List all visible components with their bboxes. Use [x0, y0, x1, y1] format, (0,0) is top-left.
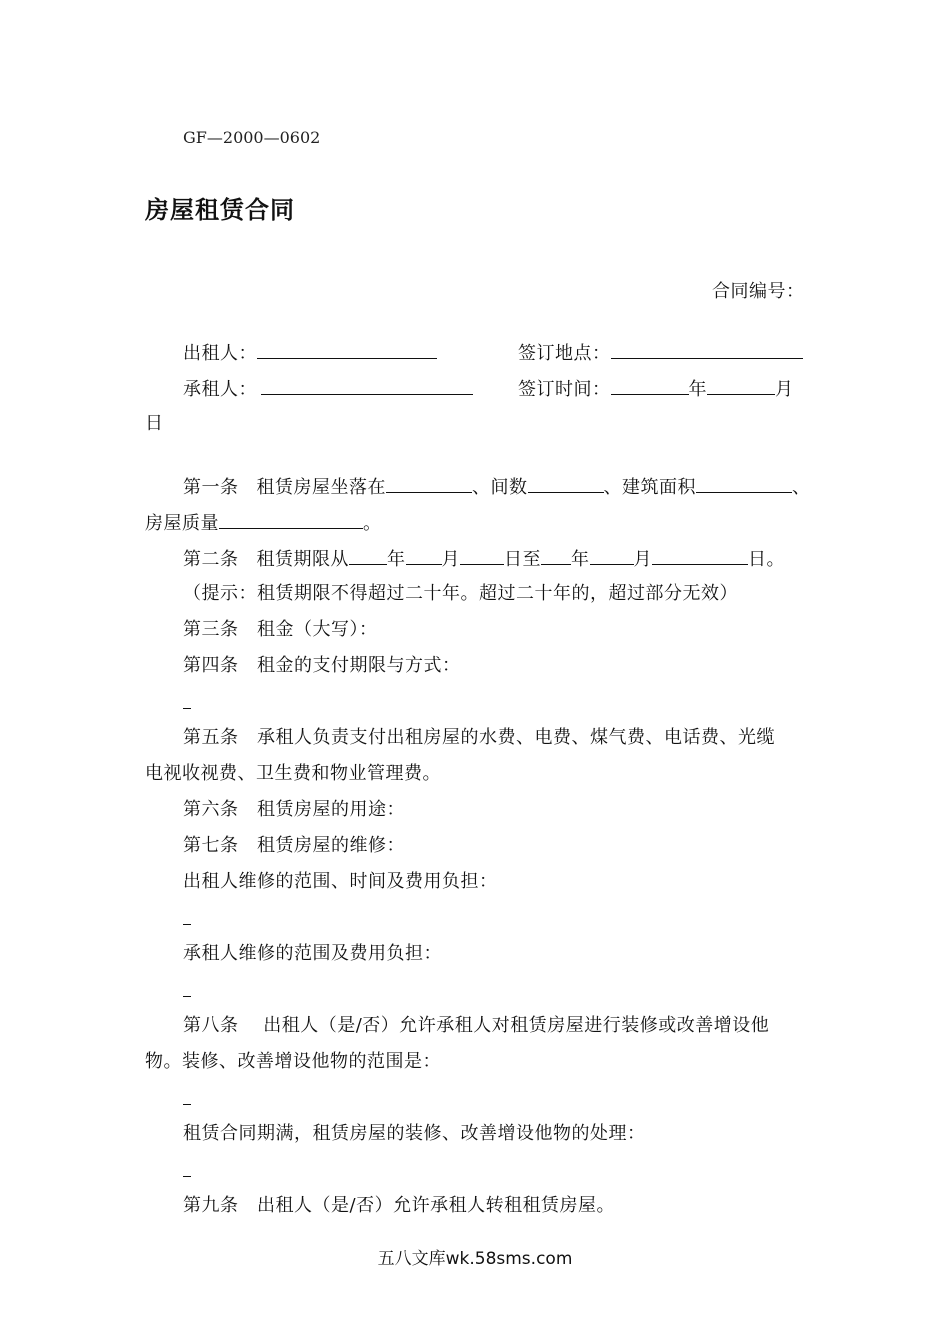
start-month-blank	[406, 546, 442, 565]
end-month-label: 月	[633, 549, 652, 570]
article-8-line-3: 租赁合同期满，租赁房屋的装修、改善增设他物的处理：	[183, 1123, 646, 1144]
sign-year-blank	[611, 376, 689, 395]
article-1-line-2	[145, 510, 382, 536]
lessee-label: 承租人：	[183, 379, 257, 400]
article-1-period: 。	[363, 513, 382, 534]
quality-blank	[219, 510, 363, 529]
end-year-label: 年	[571, 549, 590, 570]
renovation-handling-blank	[183, 1176, 191, 1177]
article-8-line-1: 第八条 出租人（是/否）允许承租人对租赁房屋进行装修或改善增设他	[183, 1015, 770, 1036]
lessor-row	[183, 340, 437, 366]
start-year-label: 年	[387, 549, 406, 570]
page-title: 房屋租赁合同	[145, 196, 295, 224]
lessee-row	[183, 376, 473, 402]
article-5-line-2: 电视收视费、卫生费和物业管理费。	[145, 763, 441, 784]
article-1-line-1	[183, 474, 811, 500]
article-3: 第三条 租金（大写）：	[183, 619, 378, 640]
article-1-area-label: 、建筑面积	[603, 477, 696, 498]
lessor-repair-blank	[183, 924, 191, 925]
article-4: 第四条 租金的支付期限与方式：	[183, 655, 461, 676]
footer-watermark: 五八文库wk.58sms.com	[377, 1249, 573, 1269]
article-7-lessee-repair: 承租人维修的范围及费用负担：	[183, 943, 442, 964]
article-6: 第六条 租赁房屋的用途：	[183, 799, 405, 820]
renovation-scope-blank	[183, 1104, 191, 1105]
term-hint: （提示：租赁期限不得超过二十年。超过二十年的，超过部分无效）	[183, 583, 738, 604]
lessee-repair-blank	[183, 996, 191, 997]
sign-time-label: 签订时间：	[518, 379, 611, 400]
end-day-label: 日。	[748, 549, 785, 570]
article-4-blank	[183, 708, 191, 709]
article-1-head: 第一条	[183, 477, 239, 498]
document-code: GF—2000—0602	[183, 128, 321, 147]
lessor-label: 出租人：	[183, 343, 257, 364]
article-1-location-label: 租赁房屋坐落在	[256, 477, 386, 498]
start-day-blank	[460, 546, 504, 565]
article-1-rooms-label: 、间数	[472, 477, 528, 498]
sign-day-label: 日	[145, 413, 164, 434]
rooms-blank	[528, 474, 604, 493]
area-blank	[696, 474, 792, 493]
article-1-quality-label: 房屋质量	[145, 513, 219, 534]
article-2-head: 第二条	[183, 549, 239, 570]
sign-place-row	[518, 340, 803, 366]
sign-place-blank	[611, 340, 803, 359]
end-month-blank	[590, 546, 634, 565]
start-day-label: 日至	[504, 549, 541, 570]
article-7: 第七条 租赁房屋的维修：	[183, 835, 405, 856]
sign-place-label: 签订地点：	[518, 343, 611, 364]
start-month-label: 月	[441, 549, 460, 570]
sign-time-row	[518, 376, 794, 402]
lessee-blank	[261, 376, 473, 395]
sign-month-blank	[707, 376, 775, 395]
location-blank	[386, 474, 472, 493]
article-2-line	[183, 546, 785, 572]
lessor-blank	[257, 340, 437, 359]
article-8-line-2: 物。装修、改善增设他物的范围是：	[145, 1051, 441, 1072]
article-9: 第九条 出租人（是/否）允许承租人转租租赁房屋。	[183, 1195, 616, 1216]
contract-number-label: 合同编号：	[712, 281, 805, 302]
end-day-blank	[652, 546, 748, 565]
start-year-blank	[349, 546, 387, 565]
article-5-line-1: 第五条 承租人负责支付出租房屋的水费、电费、煤气费、电话费、光缆	[183, 727, 775, 748]
article-1-comma: 、	[792, 477, 811, 498]
sign-month-label: 月	[775, 379, 794, 400]
sign-year-label: 年	[688, 379, 707, 400]
article-7-lessor-repair: 出租人维修的范围、时间及费用负担：	[183, 871, 498, 892]
end-year-blank	[541, 546, 571, 565]
article-2-term-label: 租赁期限从	[256, 549, 349, 570]
